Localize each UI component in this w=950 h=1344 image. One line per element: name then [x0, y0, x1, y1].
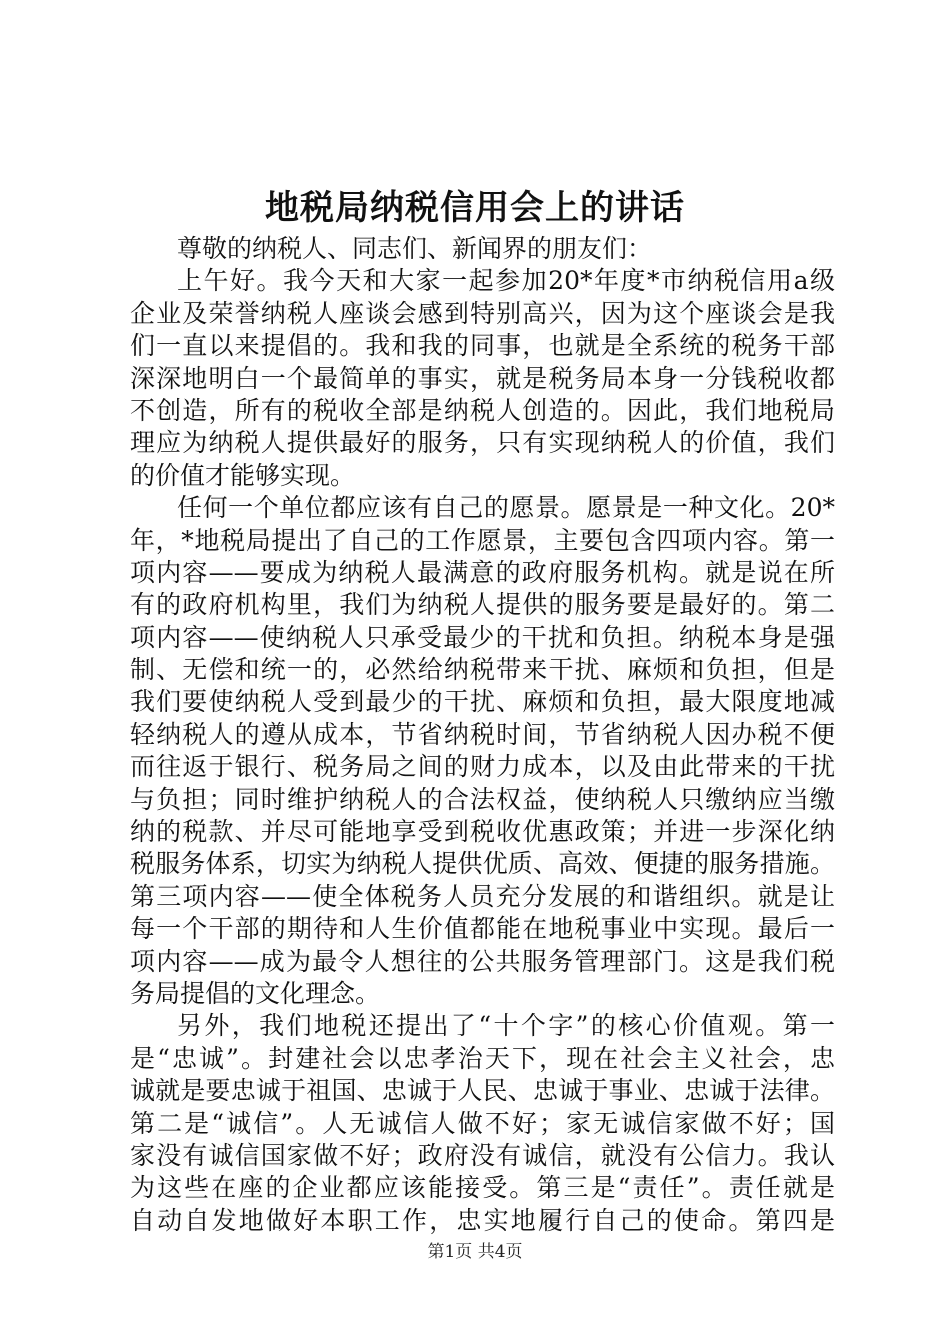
text-line: 我们要使纳税人受到最少的干扰、麻烦和负担，最大限度地减 [130, 687, 835, 717]
text-line: 每一个干部的期待和人生价值都能在地税事业中实现。最后一 [130, 914, 835, 944]
text-line: 项内容——使纳税人只承受最少的干扰和负担。纳税本身是强 [130, 622, 835, 652]
text-line: 第二是“诚信”。人无诚信人做不好；家无诚信家做不好；国 [130, 1108, 835, 1138]
text-line: 务局提倡的文化理念。 [130, 978, 381, 1008]
text-line: 第三项内容——使全体税务人员充分发展的和谐组织。就是让 [130, 881, 835, 911]
text-line: 为这些在座的企业都应该能接受。第三是“责任”。责任就是 [130, 1173, 835, 1203]
text-line: 们一直以来提倡的。我和我的同事，也就是全系统的税务干部 [130, 331, 835, 361]
text-line: 轻纳税人的遵从成本，节省纳税时间，节省纳税人因办税不便 [130, 719, 835, 749]
text-line: 项内容——成为最令人想往的公共服务管理部门。这是我们税 [130, 946, 835, 976]
text-line: 尊敬的纳税人、同志们、新闻界的朋友们： [177, 234, 653, 263]
text-line: 的价值才能够实现。 [130, 460, 356, 490]
text-line: 年，*地税局提出了自己的工作愿景，主要包含四项内容。第一 [130, 525, 835, 555]
text-line: 是“忠诚”。封建社会以忠孝治天下，现在社会主义社会，忠 [130, 1043, 835, 1073]
text-line: 与负担；同时维护纳税人的合法权益，使纳税人只缴纳应当缴 [130, 784, 835, 814]
text-line: 税服务体系，切实为纳税人提供优质、高效、便捷的服务措施。 [130, 849, 835, 879]
text-line: 理应为纳税人提供最好的服务，只有实现纳税人的价值，我们 [130, 428, 835, 458]
text-line: 有的政府机构里，我们为纳税人提供的服务要是最好的。第二 [130, 590, 835, 620]
text-line: 深深地明白一个最简单的事实，就是税务局本身一分钱税收都 [130, 363, 835, 393]
text-line: 纳的税款、并尽可能地享受到税收优惠政策；并进一步深化纳 [130, 817, 835, 847]
text-line: 另外，我们地税还提出了“十个字”的核心价值观。第一 [177, 1011, 835, 1041]
text-line: 不创造，所有的税收全部是纳税人创造的。因此，我们地税局 [130, 395, 835, 425]
text-line: 制、无偿和统一的，必然给纳税带来干扰、麻烦和负担，但是 [130, 655, 835, 685]
page-number-footer: 第1页 共4页 [427, 1242, 523, 1262]
text-line: 而往返于银行、税务局之间的财力成本，以及由此带来的干扰 [130, 752, 835, 782]
text-line: 项内容——要成为纳税人最满意的政府服务机构。就是说在所 [130, 557, 835, 587]
document-title: 地税局纳税信用会上的讲话 [265, 188, 685, 228]
text-line: 家没有诚信国家做不好；政府没有诚信，就没有公信力。我认 [130, 1140, 835, 1170]
text-line: 诚就是要忠诚于祖国、忠诚于人民、忠诚于事业、忠诚于法律。 [130, 1076, 835, 1106]
document-body [130, 233, 835, 1237]
text-line: 上午好。我今天和大家一起参加20*年度*市纳税信用a级 [177, 266, 835, 296]
text-line: 企业及荣誉纳税人座谈会感到特别高兴，因为这个座谈会是我 [130, 298, 835, 328]
text-line: 自动自发地做好本职工作，忠实地履行自己的使命。第四是 [130, 1205, 835, 1235]
text-line: 任何一个单位都应该有自己的愿景。愿景是一种文化。20* [177, 493, 835, 523]
